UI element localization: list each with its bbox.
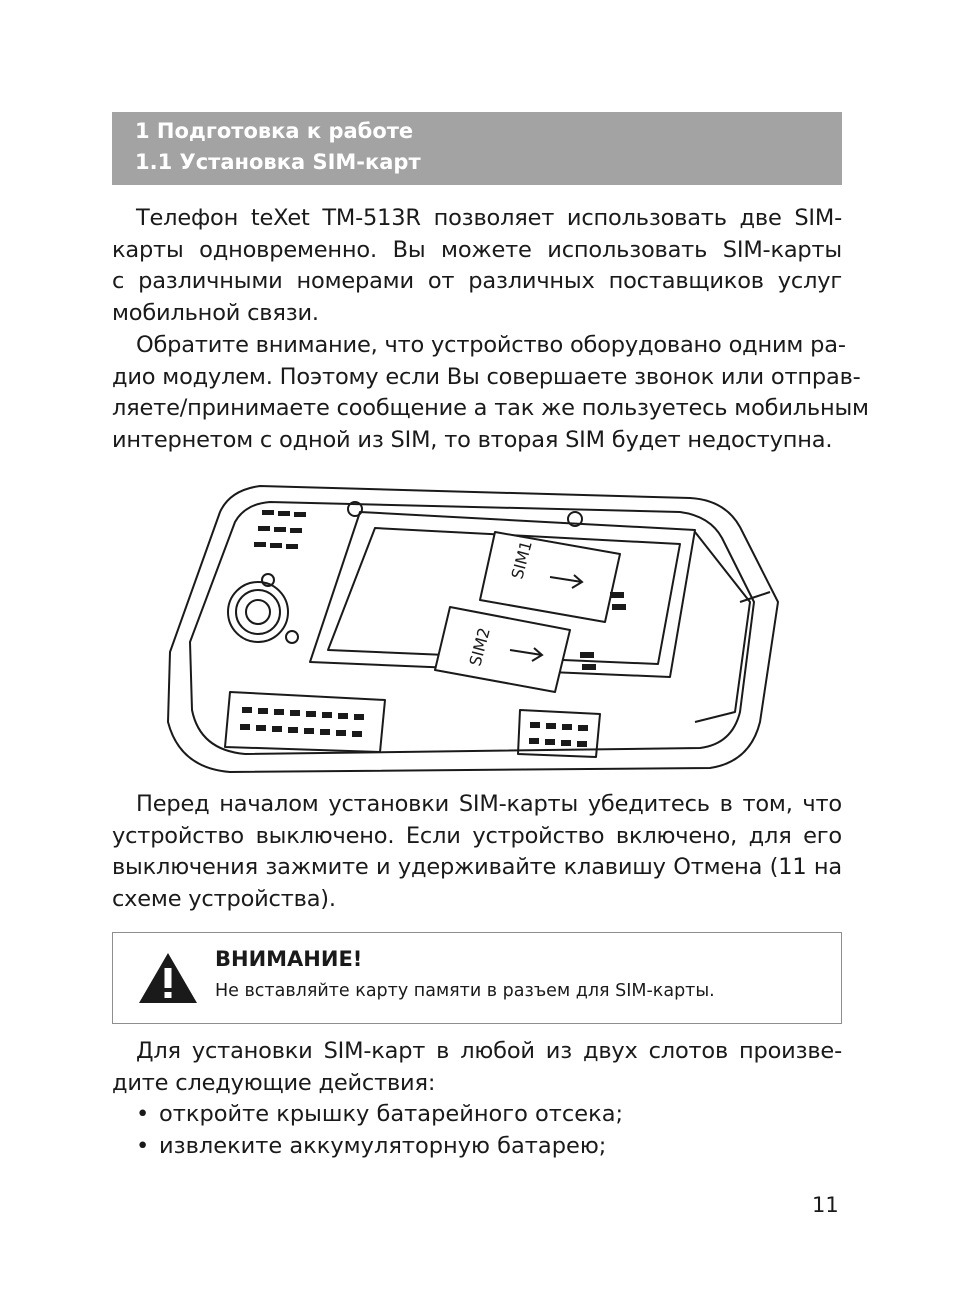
list-item-text: откройте крышку батарейного отсека;: [159, 1101, 624, 1127]
text-line: Перед началом установки SIM-карты убедитесь в том, что: [136, 791, 842, 817]
text-line: ляете/принимаете сообщение а так же пользуетесь мобильным: [112, 395, 869, 421]
paragraph-radio-module: [112, 330, 869, 456]
list-item-text: извлеките аккумуляторную батарею;: [159, 1133, 607, 1159]
warning-triangle-icon: [137, 951, 199, 1005]
warning-title: ВНИМАНИЕ!: [215, 947, 363, 971]
bullet-marker: •: [136, 1133, 150, 1159]
sim2-slot: [435, 607, 570, 692]
paragraph-steps-intro: [112, 1036, 842, 1099]
text-line: с различными номерами от различных поставщиков услуг: [112, 268, 842, 294]
bullet-marker: •: [136, 1101, 150, 1127]
text-line: мобильной связи.: [112, 299, 319, 326]
chapter-title: 1 Подготовка к работе: [135, 119, 414, 143]
paragraph-intro: [112, 203, 842, 329]
text-line: дио модулем. Поэтому если Вы совершаете звонок или отправ-: [112, 363, 861, 390]
sim1-label: SIM1: [507, 538, 536, 582]
text-line: карты одновременно. Вы можете использовать SIM-карты: [112, 236, 842, 263]
sim2-label: SIM2: [465, 625, 494, 669]
text-line: схеме устройства).: [112, 885, 336, 912]
warning-text: Не вставляйте карту памяти в разъем для SIM-карты.: [215, 981, 715, 1001]
text-line: интернетом с одной из SIM, то вторая SIM будет недоступна.: [112, 426, 833, 453]
section-title: 1.1 Установка SIM-карт: [135, 150, 421, 174]
text-line: Для установки SIM-карт в любой из двух слотов произве-: [136, 1038, 842, 1064]
steps-list: [112, 1098, 842, 1162]
text-line: Обратите внимание, что устройство оборудовано одним ра-: [136, 332, 846, 358]
section-header: [112, 112, 842, 185]
text-line: Телефон teXet TM-513R позволяет использовать две SIM-: [136, 205, 842, 231]
page-number: 11: [812, 1193, 839, 1217]
paragraph-power-off: [112, 789, 842, 915]
list-item: [112, 1098, 842, 1130]
text-line: дите следующие действия:: [112, 1069, 436, 1096]
list-item: [112, 1130, 842, 1162]
phone-sim-slot-illustration: [150, 472, 790, 784]
text-line: выключения зажмите и удерживайте клавишу Отмена (11 на: [112, 854, 842, 880]
speaker-grille-left: [225, 692, 385, 752]
text-line: устройство выключено. Если устройство включено, для его: [112, 822, 842, 849]
warning-box: [112, 932, 842, 1024]
